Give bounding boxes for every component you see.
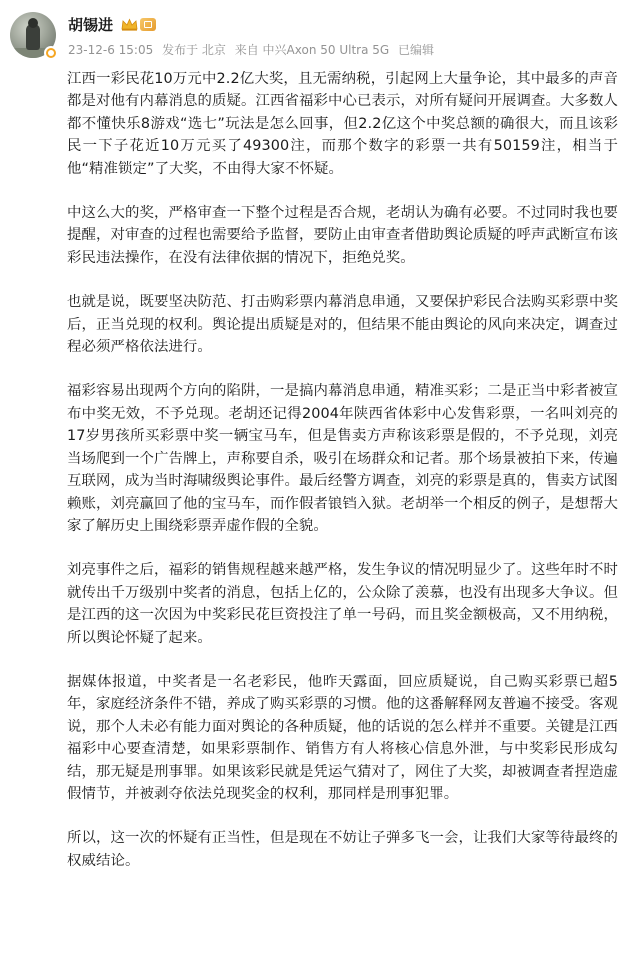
verified-badge-icon — [44, 46, 58, 60]
post-paragraph: 也就是说，既要坚决防范、打击购彩票内幕消息串通，又要保护彩民合法购买彩票中奖后，正当兑现的权利。舆论提出质疑是对的，但结果不能由舆论的风向来决定，调查过程必须严格依法进行。 — [67, 294, 618, 356]
post-paragraph: 刘亮事件之后，福彩的销售规程越来越严格，发生争议的情况明显少了。这些年时不时就传出千万级别中奖者的消息，包括上亿的，公众除了羡慕，也没有出现多大争议。但是江西的这一次因为中奖彩民花巨资投注了单一号码，而且奖金额极高，又不用纳税，所以舆论怀疑了起来。 — [67, 562, 618, 646]
level-badge-icon[interactable] — [140, 18, 156, 31]
avatar-head — [28, 18, 38, 28]
post-paragraph: 江西一彩民花10万元中2.2亿大奖，且无需纳税，引起网上大量争论，其中最多的声音都是对他有内幕消息的质疑。江西省福彩中心已表示，对所有疑问开展调查。大多数人都不懂快乐8游戏“选七”玩法是怎么回事，但2.2亿这个中奖总额的确很大，而且该彩民一下子花近10万元买了49300注，而那个数字的彩票一共有50159注，相当于他“精准锁定”了大奖，不由得大家不怀疑。 — [67, 71, 618, 177]
post-paragraph: 据媒体报道，中奖者是一名老彩民，他昨天露面，回应质疑说，自己购买彩票已超5年，家庭经济条件不错，养成了购买彩票的习惯。他的这番解释网友普遍不接受。客观说，那个人未必有能力面对舆论的各种质疑，他的话说的怎么样并不重要。关键是江西福彩中心要查清楚，如果彩票制作、销售方有人将核心信息外泄，与中奖彩民形成勾结，那无疑是刑事罪。如果该彩民就是凭运气猜对了，网住了大奖，却被调查者捏造虚假情节，并被剥夺依法兑现奖金的权利，那同样是刑事犯罪。 — [67, 673, 618, 802]
post-location: 发布于 北京 — [162, 43, 226, 57]
post-paragraph: 中这么大的奖，严格审查一下整个过程是否合规，老胡认为确有必要。不过同时我也要提醒，对审查的过程也需要给予监督，要防止由审查者借助舆论质疑的呼声武断宣布该彩民违法操作，在没有法律依据的情况下，拒绝兑奖。 — [67, 205, 618, 266]
post-source: 来自 中兴Axon 50 Ultra 5G — [234, 43, 390, 57]
username[interactable]: 胡锡进 — [68, 16, 114, 34]
post-meta — [68, 42, 434, 58]
post-paragraph: 所以，这一次的怀疑有正当性，但是现在不妨让子弹多飞一会，让我们大家等待最终的权威结论。 — [67, 830, 618, 869]
post-timestamp[interactable]: 23-12-6 15:05 — [68, 43, 154, 57]
post-paragraph: 福彩容易出现两个方向的陷阱，一是搞内幕消息串通，精准买彩；二是正当中彩者被宣布中奖无效，不予兑现。老胡还记得2004年陕西省体彩中心发售彩票，一名叫刘亮的17岁男孩所买彩票中奖一辆宝马车，但是售卖方声称该彩票是假的，不予兑现，刘亮当场爬到一个广告牌上，声称要自杀，吸引在场群众和记者。那个场景被拍下来，传遍互联网，成为当时海啸级舆论事件。最后经警方调查，刘亮的彩票是真的，售卖方试图赖账，刘亮赢回了他的宝马车，而作假者锒铛入狱。老胡举一个相反的例子，是想帮大家了解历史上围绕彩票弄虚作假的全貌。 — [67, 383, 618, 534]
crown-icon — [121, 18, 138, 31]
edited-label[interactable]: 已编辑 — [398, 43, 435, 57]
post-header — [0, 0, 637, 70]
post-body — [67, 68, 618, 894]
